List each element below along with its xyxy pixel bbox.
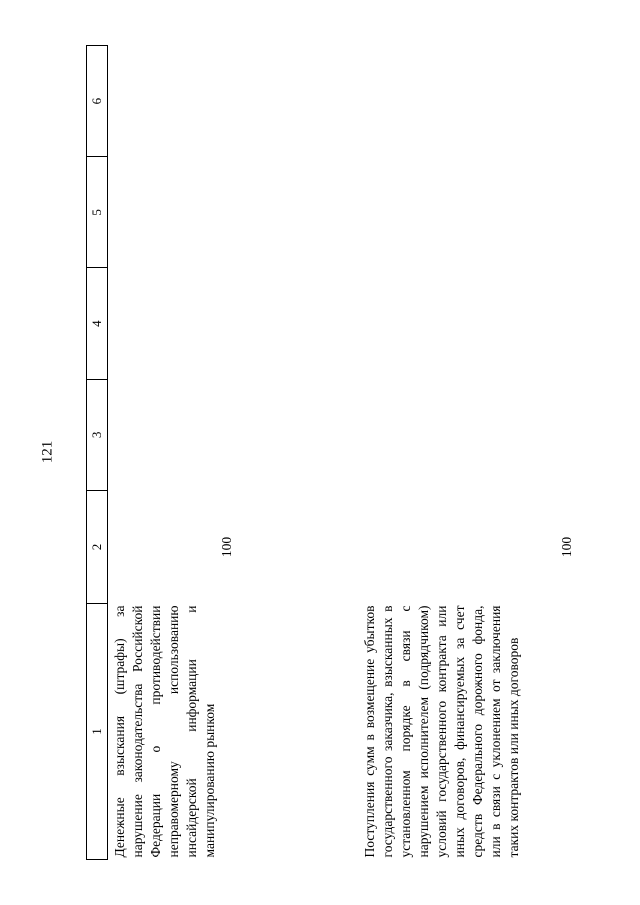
row-empty-cell: [358, 46, 640, 157]
row-empty-cell: [358, 268, 640, 379]
row-empty-cell: [358, 157, 640, 268]
header-col-2: 2: [87, 491, 108, 604]
row-empty-cell: [108, 157, 359, 268]
header-col-3: 3: [87, 379, 108, 490]
row-empty-cell: [108, 46, 359, 157]
revenue-table: [86, 45, 640, 860]
table-row: [358, 46, 640, 860]
header-col-1: 1: [87, 604, 108, 860]
row-value-col-2: 100: [559, 536, 574, 558]
header-col-5: 5: [87, 157, 108, 268]
rotated-page: [86, 45, 626, 860]
row-empty-cell: [108, 379, 359, 490]
row-description: Поступления сумм в возмещение убытков государственного заказчика, взысканных в установленном порядке в связи с нарушением исполнителем (подрядчиком) условий государственного контракта или иных договоров, финансируемых за счет средств Федерального дорожного фонда, или в связи с уклонением от заключения таких контрактов или иных договоров: [362, 605, 521, 858]
header-col-4: 4: [87, 268, 108, 379]
row-value-col-2: 100: [219, 536, 234, 558]
page-number: 121: [39, 440, 56, 464]
table-row: [108, 46, 359, 860]
row-description: Денежные взыскания (штрафы) за нарушение законодательства Российской Федерации о противодействии неправомерному использованию инсайдерской информации и манипулированию рынком: [112, 605, 217, 858]
table-header-row: [87, 46, 108, 860]
header-col-6: 6: [87, 46, 108, 157]
row-empty-cell: [358, 379, 640, 490]
row-empty-cell: [108, 268, 359, 379]
